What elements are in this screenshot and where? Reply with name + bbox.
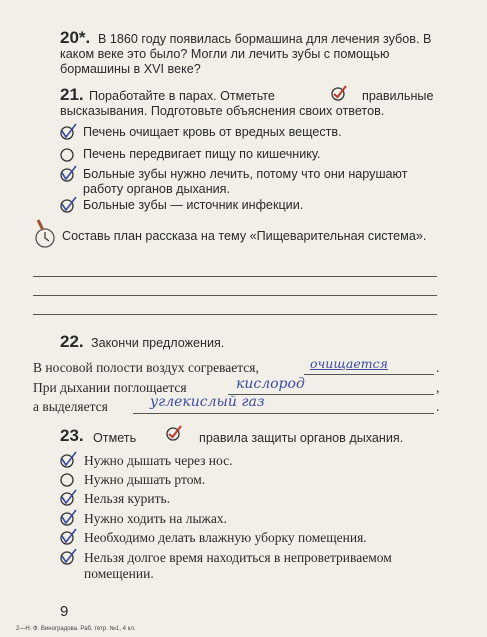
pencil-clock-icon — [32, 216, 58, 256]
sentence-3-end: . — [436, 399, 440, 414]
imprint: 2—Н. Ф. Виноградова. Раб. тетр. №1, 4 кл. — [16, 626, 136, 632]
checkbox-checked-icon[interactable] — [59, 164, 79, 189]
page-number: 9 — [60, 603, 69, 620]
answer-line-3[interactable] — [33, 314, 437, 315]
check-mark-icon — [330, 84, 348, 102]
task-21-line1b: правильные — [362, 89, 434, 103]
sentence-2-end: , — [436, 380, 440, 395]
answer-1: очищается — [310, 356, 388, 371]
task-23-option-2: Нужно дышать ртом. — [84, 472, 206, 487]
sentence-3: а выделяется — [33, 399, 108, 414]
answer-line-6[interactable] — [133, 413, 434, 414]
task-20-number: 20*. — [60, 28, 91, 47]
task-23-option-6: Нельзя долгое время находиться в непроветриваемом помещении. — [84, 550, 392, 581]
task-21-number: 21. — [60, 85, 84, 104]
task-21-line1a: Поработайте в парах. Отметьте — [89, 89, 275, 103]
sentence-1-end: . — [436, 360, 440, 375]
task-21-line2: высказывания. Подготовьте объяснения своих ответов. — [60, 104, 385, 118]
task-23-option-4: Нужно ходить на лыжах. — [84, 511, 227, 526]
answer-3: углекислый газ — [150, 394, 265, 410]
task-20-text: В 1860 году появилась бормашина для лечения зубов. В каком веке это было? Могли ли лечить зубы с помощью бормашины в XVI веке? — [60, 32, 432, 76]
plan-prompt: Составь план рассказа на тему «Пищеварительная система». — [62, 229, 427, 243]
task-21-option-4: Больные зубы — источник инфекции. — [83, 198, 304, 212]
task-23-title-a: Отметь — [93, 431, 137, 445]
task-23-number: 23. — [60, 426, 84, 445]
answer-line-2[interactable] — [33, 295, 437, 296]
task-21-option-3: Больные зубы нужно лечить, потому что они нарушают работу органов дыхания. — [83, 167, 408, 196]
sentence-2: При дыхании поглощается — [33, 380, 187, 395]
sentence-1: В носовой полости воздух согревается, — [33, 360, 259, 375]
task-21-option-2: Печень передвигает пищу по кишечнику. — [83, 147, 321, 161]
task-23-title-b: правила защиты органов дыхания. — [199, 431, 404, 445]
checkbox-checked-icon[interactable] — [59, 195, 79, 220]
task-23-option-1: Нужно дышать через нос. — [84, 453, 233, 468]
task-22-number: 22. — [60, 332, 84, 351]
answer-line-4[interactable] — [304, 374, 434, 375]
task-23-option-5: Необходимо делать влажную уборку помещения. — [84, 530, 367, 545]
check-mark-icon — [165, 424, 183, 442]
task-23-option-3: Нельзя курить. — [84, 491, 171, 506]
answer-2: кислород — [236, 376, 305, 392]
checkbox-checked-icon[interactable] — [59, 547, 79, 572]
task-22-title: Закончи предложения. — [91, 336, 225, 350]
task-21-option-1: Печень очищает кровь от вредных веществ. — [83, 125, 342, 139]
answer-line-1[interactable] — [33, 276, 437, 277]
